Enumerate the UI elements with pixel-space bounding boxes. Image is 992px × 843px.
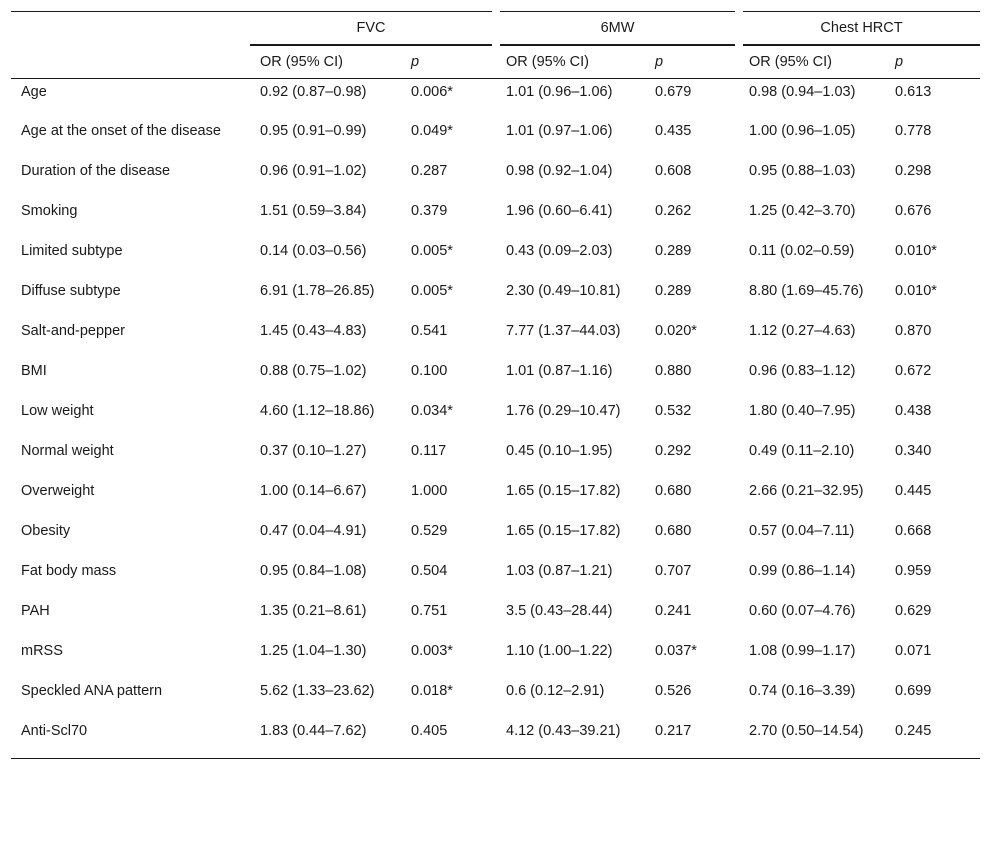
group-header-fvc: FVC <box>250 12 496 46</box>
table-row <box>11 519 980 559</box>
6mw-or-cell: 1.65 (0.15–17.82) <box>506 482 621 499</box>
row-label: Anti-Scl70 <box>11 719 250 759</box>
fvc-p-cell: 0.018* <box>411 682 453 699</box>
row-label: Obesity <box>21 522 71 539</box>
6mw-or-cell: 1.01 (0.87–1.16) <box>506 362 613 379</box>
subheader-6mw-or: OR (95% CI) <box>496 45 651 79</box>
6mw-or-cell: 0.98 (0.92–1.04) <box>506 162 613 179</box>
fvc-or-cell: 1.83 (0.44–7.62) <box>250 719 407 759</box>
table-row <box>11 159 980 199</box>
results-table-container <box>11 11 980 759</box>
table-body <box>11 79 980 759</box>
fvc-or-cell: 6.91 (1.78–26.85) <box>260 282 375 299</box>
6mw-or-cell: 2.30 (0.49–10.81) <box>506 282 621 299</box>
fvc-or-cell: 0.96 (0.91–1.02) <box>260 162 367 179</box>
6mw-or-cell: 0.43 (0.09–2.03) <box>506 242 613 259</box>
fvc-p-cell: 0.529 <box>411 522 448 539</box>
hrct-or-cell: 2.66 (0.21–32.95) <box>749 482 864 499</box>
6mw-or-cell: 1.01 (0.97–1.06) <box>506 122 613 139</box>
fvc-p-cell: 0.005* <box>411 282 453 299</box>
6mw-p-cell: 0.680 <box>655 522 692 539</box>
6mw-or-cell: 7.77 (1.37–44.03) <box>506 322 621 339</box>
6mw-p-cell: 0.289 <box>655 242 692 259</box>
hrct-or-cell: 1.00 (0.96–1.05) <box>749 122 856 139</box>
hrct-p-cell: 0.676 <box>895 202 932 219</box>
table-row <box>11 319 980 359</box>
hrct-or-cell: 1.08 (0.99–1.17) <box>749 642 856 659</box>
hrct-or-cell: 0.49 (0.11–2.10) <box>749 442 855 459</box>
6mw-p-cell: 0.262 <box>655 202 692 219</box>
fvc-or-cell: 0.14 (0.03–0.56) <box>260 242 367 259</box>
6mw-p-cell: 0.435 <box>655 122 692 139</box>
hrct-or-cell: 8.80 (1.69–45.76) <box>749 282 864 299</box>
subheader-6mw-p: p <box>651 45 739 79</box>
hrct-or-cell: 1.80 (0.40–7.95) <box>749 402 856 419</box>
group-header-6mw: 6MW <box>496 12 739 46</box>
6mw-p-cell: 0.707 <box>655 562 692 579</box>
row-label: Age at the onset of the disease <box>21 122 221 139</box>
table-row <box>11 439 980 479</box>
6mw-p-cell: 0.532 <box>655 402 692 419</box>
6mw-p-cell: 0.880 <box>655 362 692 379</box>
sub-header-row <box>11 45 980 79</box>
subheader-fvc-or: OR (95% CI) <box>250 45 407 79</box>
6mw-or-cell: 1.65 (0.15–17.82) <box>506 522 621 539</box>
fvc-or-cell: 1.35 (0.21–8.61) <box>260 602 367 619</box>
fvc-p-cell: 0.379 <box>411 202 448 219</box>
hrct-p-cell: 0.629 <box>895 602 932 619</box>
hrct-or-cell: 0.98 (0.94–1.03) <box>749 84 856 100</box>
hrct-p-cell: 0.668 <box>895 522 932 539</box>
hrct-or-cell: 2.70 (0.50–14.54) <box>739 719 891 759</box>
hrct-p-cell: 0.672 <box>895 362 932 379</box>
fvc-p-cell: 0.541 <box>411 322 448 339</box>
6mw-or-cell: 1.10 (1.00–1.22) <box>506 642 613 659</box>
hrct-p-cell: 0.699 <box>895 682 932 699</box>
hrct-p-cell: 0.340 <box>895 442 932 459</box>
6mw-p-cell: 0.241 <box>655 602 692 619</box>
hrct-p-cell: 0.445 <box>895 482 932 499</box>
hrct-p-cell: 0.870 <box>895 322 932 339</box>
hrct-p-cell: 0.959 <box>895 562 932 579</box>
row-label: Age <box>21 84 47 100</box>
6mw-or-cell: 0.6 (0.12–2.91) <box>506 682 605 699</box>
fvc-p-cell: 0.034* <box>411 402 453 419</box>
subheader-hrct-or: OR (95% CI) <box>739 45 891 79</box>
fvc-p-cell: 1.000 <box>411 482 448 499</box>
row-label: BMI <box>21 362 47 379</box>
table-row <box>11 719 980 759</box>
hrct-or-cell: 0.11 (0.02–0.59) <box>749 242 855 259</box>
fvc-p-cell: 0.405 <box>407 719 496 759</box>
hrct-or-cell: 0.60 (0.07–4.76) <box>749 602 856 619</box>
6mw-p-cell: 0.679 <box>655 84 692 100</box>
hrct-or-cell: 0.74 (0.16–3.39) <box>749 682 856 699</box>
6mw-p-cell: 0.289 <box>655 282 692 299</box>
fvc-or-cell: 0.95 (0.91–0.99) <box>260 122 367 139</box>
hrct-p-cell: 0.298 <box>895 162 932 179</box>
group-header-row <box>11 12 980 46</box>
hrct-or-cell: 1.12 (0.27–4.63) <box>749 322 856 339</box>
6mw-or-cell: 1.76 (0.29–10.47) <box>506 402 621 419</box>
fvc-p-cell: 0.005* <box>411 242 453 259</box>
fvc-or-cell: 0.47 (0.04–4.91) <box>260 522 367 539</box>
fvc-p-cell: 0.003* <box>411 642 453 659</box>
fvc-p-cell: 0.287 <box>411 162 448 179</box>
6mw-or-cell: 0.45 (0.10–1.95) <box>506 442 613 459</box>
6mw-or-cell: 3.5 (0.43–28.44) <box>506 602 613 619</box>
6mw-or-cell: 4.12 (0.43–39.21) <box>496 719 651 759</box>
table-header <box>11 12 980 79</box>
fvc-or-cell: 1.51 (0.59–3.84) <box>260 202 367 219</box>
6mw-or-cell: 1.96 (0.60–6.41) <box>506 202 613 219</box>
table-row <box>11 359 980 399</box>
fvc-or-cell: 0.92 (0.87–0.98) <box>260 84 367 100</box>
fvc-or-cell: 5.62 (1.33–23.62) <box>260 682 375 699</box>
empty-label-header <box>11 45 250 79</box>
table-row <box>11 119 980 159</box>
subheader-fvc-p: p <box>407 45 496 79</box>
6mw-p-cell: 0.037* <box>655 642 697 659</box>
fvc-p-cell: 0.049* <box>411 122 453 139</box>
fvc-or-cell: 1.45 (0.43–4.83) <box>260 322 367 339</box>
table-row <box>11 599 980 639</box>
table-row <box>11 79 980 119</box>
6mw-p-cell: 0.608 <box>655 162 692 179</box>
odds-ratio-table <box>11 11 980 759</box>
6mw-p-cell: 0.526 <box>655 682 692 699</box>
table-row <box>11 639 980 679</box>
hrct-or-cell: 0.57 (0.04–7.11) <box>749 522 855 539</box>
fvc-p-cell: 0.751 <box>411 602 448 619</box>
fvc-or-cell: 1.00 (0.14–6.67) <box>260 482 367 499</box>
fvc-p-cell: 0.006* <box>411 84 453 100</box>
hrct-or-cell: 0.95 (0.88–1.03) <box>749 162 856 179</box>
6mw-or-cell: 1.01 (0.96–1.06) <box>506 84 613 100</box>
subheader-hrct-p: p <box>891 45 980 79</box>
6mw-p-cell: 0.020* <box>655 322 697 339</box>
fvc-p-cell: 0.504 <box>411 562 448 579</box>
hrct-or-cell: 0.96 (0.83–1.12) <box>749 362 856 379</box>
hrct-or-cell: 1.25 (0.42–3.70) <box>749 202 856 219</box>
hrct-p-cell: 0.778 <box>895 122 932 139</box>
row-label: Smoking <box>21 202 78 219</box>
table-row <box>11 479 980 519</box>
hrct-p-cell: 0.010* <box>895 242 937 259</box>
table-row <box>11 559 980 599</box>
row-label: Fat body mass <box>21 562 117 579</box>
hrct-p-cell: 0.071 <box>895 642 932 659</box>
fvc-or-cell: 0.95 (0.84–1.08) <box>260 562 367 579</box>
row-label: Overweight <box>21 482 95 499</box>
row-label: Duration of the disease <box>21 162 171 179</box>
hrct-p-cell: 0.438 <box>895 402 932 419</box>
row-label: Normal weight <box>21 442 114 459</box>
hrct-p-cell: 0.010* <box>895 282 937 299</box>
table-row <box>11 679 980 719</box>
empty-corner-cell <box>11 12 250 46</box>
fvc-or-cell: 0.88 (0.75–1.02) <box>260 362 367 379</box>
hrct-p-cell: 0.613 <box>895 84 932 100</box>
group-header-chest-hrct: Chest HRCT <box>739 12 980 46</box>
fvc-p-cell: 0.100 <box>411 362 448 379</box>
hrct-p-cell: 0.245 <box>891 719 980 759</box>
table-row <box>11 279 980 319</box>
hrct-or-cell: 0.99 (0.86–1.14) <box>749 562 856 579</box>
row-label: Salt-and-pepper <box>21 322 125 339</box>
6mw-or-cell: 1.03 (0.87–1.21) <box>506 562 613 579</box>
6mw-p-cell: 0.292 <box>655 442 692 459</box>
fvc-or-cell: 0.37 (0.10–1.27) <box>260 442 367 459</box>
6mw-p-cell: 0.680 <box>655 482 692 499</box>
fvc-or-cell: 1.25 (1.04–1.30) <box>260 642 367 659</box>
table-row <box>11 199 980 239</box>
fvc-p-cell: 0.117 <box>411 442 447 459</box>
fvc-or-cell: 4.60 (1.12–18.86) <box>260 402 375 419</box>
row-label: Limited subtype <box>21 242 123 259</box>
row-label: Speckled ANA pattern <box>21 682 163 699</box>
row-label: Diffuse subtype <box>21 282 121 299</box>
table-row <box>11 239 980 279</box>
6mw-p-cell: 0.217 <box>651 719 739 759</box>
row-label: Low weight <box>21 402 94 419</box>
row-label: mRSS <box>21 642 63 659</box>
row-label: PAH <box>21 602 50 619</box>
table-row <box>11 399 980 439</box>
